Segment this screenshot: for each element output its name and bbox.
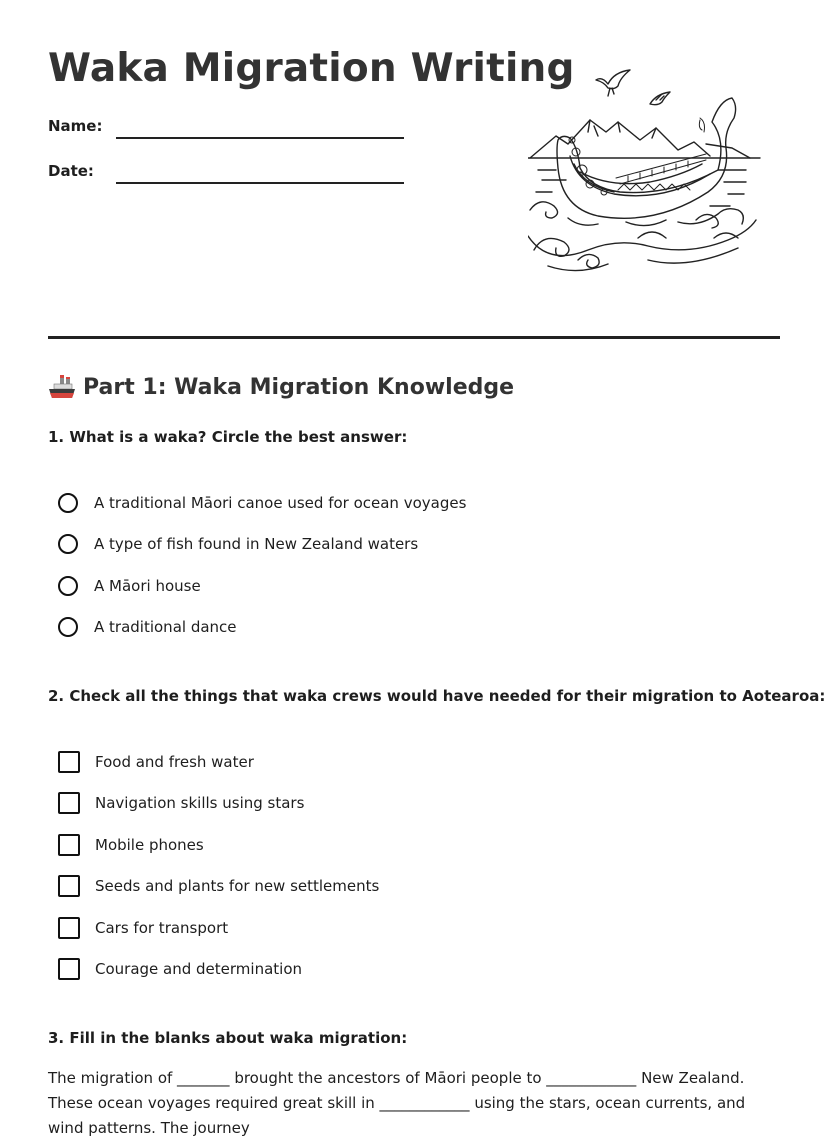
part1-heading <box>48 374 514 400</box>
q1-option-label: A Māori house <box>94 577 201 595</box>
q2-option-4[interactable] <box>58 874 379 898</box>
checkbox[interactable] <box>58 875 80 897</box>
question-3-prompt: 3. Fill in the blanks about waka migration: <box>48 1029 408 1047</box>
q2-option-label: Food and fresh water <box>95 753 254 771</box>
q1-option-4[interactable] <box>58 615 237 639</box>
part1-title: Part 1: Waka Migration Knowledge <box>83 374 515 400</box>
q2-option-label: Courage and determination <box>95 960 302 978</box>
ship-icon <box>48 374 76 400</box>
q1-option-1[interactable] <box>58 491 466 515</box>
worksheet-title: Waka Migration Writing <box>48 46 575 91</box>
section-divider <box>48 336 780 339</box>
q1-option-label: A traditional Māori canoe used for ocean voyages <box>94 494 467 512</box>
date-line[interactable] <box>116 182 404 184</box>
q2-option-label: Navigation skills using stars <box>95 794 305 812</box>
date-label: Date: <box>48 162 94 180</box>
q2-option-1[interactable] <box>58 750 254 774</box>
bird-icon <box>650 92 670 105</box>
q1-option-2[interactable] <box>58 532 418 556</box>
radio-circle[interactable] <box>58 576 78 596</box>
q2-option-label: Mobile phones <box>95 836 204 854</box>
checkbox[interactable] <box>58 958 80 980</box>
checkbox[interactable] <box>58 917 80 939</box>
checkbox[interactable] <box>58 834 80 856</box>
q2-option-5[interactable] <box>58 916 228 940</box>
name-field[interactable] <box>48 117 408 141</box>
bird-icon <box>596 70 630 96</box>
radio-circle[interactable] <box>58 493 78 513</box>
q1-option-label: A type of fish found in New Zealand waters <box>94 535 419 553</box>
checkbox[interactable] <box>58 792 80 814</box>
q2-option-6[interactable] <box>58 957 302 981</box>
name-line[interactable] <box>116 137 404 139</box>
date-field[interactable] <box>48 162 408 186</box>
name-label: Name: <box>48 117 103 135</box>
q2-option-3[interactable] <box>58 833 204 857</box>
question-2-prompt: 2. Check all the things that waka crews would have needed for their migration to Aotearoa: <box>48 687 826 705</box>
fill-in-blanks-text: The migration of _______ brought the ancestors of Māori people to ____________ New Zealand. These ocean voyages required great skill in ____________ using the stars, ocean currents, and wind patterns. The journey <box>48 1069 746 1137</box>
q1-option-3[interactable] <box>58 574 201 598</box>
q2-option-label: Cars for transport <box>95 919 229 937</box>
q2-option-label: Seeds and plants for new settlements <box>95 877 380 895</box>
waka-illustration <box>528 60 764 280</box>
q2-option-2[interactable] <box>58 791 304 815</box>
question-1-prompt: 1. What is a waka? Circle the best answer: <box>48 428 408 446</box>
q1-option-label: A traditional dance <box>94 618 237 636</box>
radio-circle[interactable] <box>58 534 78 554</box>
radio-circle[interactable] <box>58 617 78 637</box>
checkbox[interactable] <box>58 751 80 773</box>
